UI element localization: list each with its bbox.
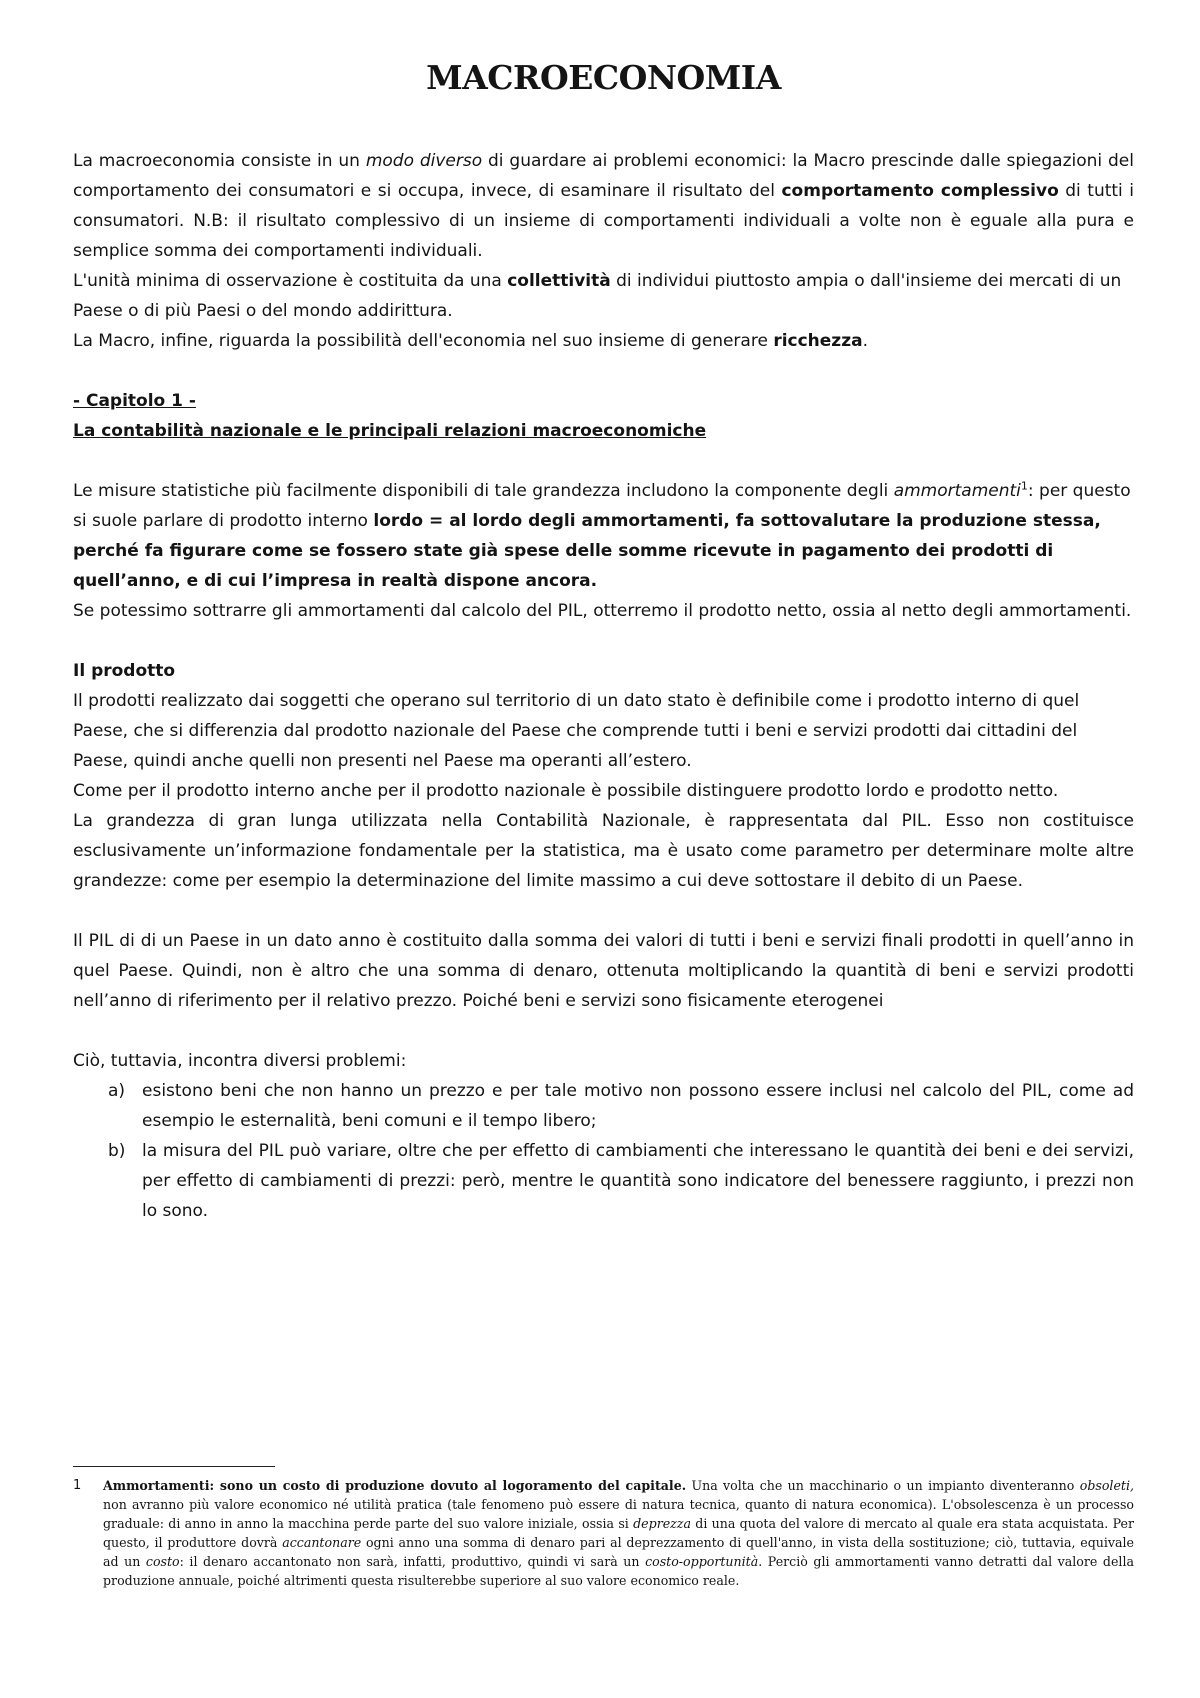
text-span: . [862, 331, 868, 351]
problemi-intro: Ciò, tuttavia, incontra diversi problemi: [73, 1051, 407, 1071]
spacer [73, 896, 1134, 926]
bold-term: lordo = al lordo degli ammortamenti, fa sottovalutare la produzione stessa, perché fa figurare come se fossero state già spese delle somme ricevute in pagamento dei prodotti di quell’anno, e di cui l’impresa in realtà dispone ancora. [73, 511, 1101, 591]
problemi-list [73, 1076, 1134, 1226]
prodotto-paragraph: Il prodotti realizzato dai soggetti che operano sul territorio di un dato stato è definibile come i prodotto interno di quel Paese, che si differenzia dal prodotto nazionale del Paese che comprende tutti i beni e servizi prodotti dai cittadini del Paese, quindi anche quelli non presenti nel Paese ma operanti all’estero. [73, 691, 1080, 771]
list-marker: b) [108, 1141, 126, 1161]
text-span: L'unità minima di osservazione è costituita da una [73, 271, 508, 291]
spacer [73, 1016, 1134, 1046]
prodotto-paragraph: Come per il prodotto interno anche per il prodotto nazionale è possibile distinguere prodotto lordo e prodotto netto. [73, 781, 1059, 801]
spacer [73, 446, 1134, 476]
list-marker: a) [108, 1081, 126, 1101]
text-span: : il denaro accantonato non sarà, infatti, produttivo, quindi vi sarà un [179, 1554, 646, 1569]
text-span: La Macro, infine, riguarda la possibilità dell'economia nel suo insieme di generare [73, 331, 774, 351]
text-span: non avranno più valore economico né utilità pratica (tale fenomeno può essere di natura tecnica, quanto di natura economica). L'obsolescenza è un processo graduale: di anno in anno la macchina perde parte del suo valore iniziale, ossia si [103, 1497, 1134, 1531]
chapter-title [73, 416, 1134, 446]
footnote-separator [73, 1466, 275, 1467]
section-heading [73, 656, 1134, 686]
list-item-text: la misura del PIL può variare, oltre che per effetto di cambiamenti che interessano le quantità dei beni e dei servizi, per effetto di cambiamenti di prezzi: però, mentre le quantità sono indicatore del benessere raggiunto, i prezzi non lo sono. [142, 1141, 1134, 1221]
intro-paragraph [73, 326, 1134, 356]
text-span: ogni anno una somma di denaro pari al deprezzamento di quell'anno, in vista della sostituzione; ciò, tuttavia, equivale ad un [103, 1535, 1134, 1569]
bold-term: collettività [507, 271, 611, 291]
italic-term: costo-opportunità [645, 1554, 759, 1569]
document-body [73, 146, 1134, 1226]
spacer [73, 626, 1134, 656]
text-span: La macroeconomia consiste in un [73, 151, 366, 171]
italic-term: deprezza [633, 1516, 691, 1531]
list-item [73, 1076, 1134, 1136]
text-span: di tutti i consumatori. N.B: il risultato complessivo di un insieme di comportamenti individuali a volte non è eguale alla pura e semplice somma dei comportamenti individuali. [73, 181, 1134, 261]
italic-term: costo [145, 1554, 180, 1569]
ammortamenti-paragraph [73, 476, 1134, 596]
bold-term: comportamento complessivo [781, 181, 1059, 201]
list-item [73, 1136, 1134, 1226]
intro-paragraph [73, 266, 1134, 326]
footnote-number: 1 [73, 1478, 82, 1493]
footnote-reference[interactable]: 1 [1020, 479, 1028, 493]
text-span: Una volta che un macchinario o un impianto diventeranno [686, 1478, 1080, 1493]
pil-paragraph: Il PIL di di un Paese in un dato anno è costituito dalla somma dei valori di tutti i beni e servizi finali prodotti in quell’anno in quel Paese. Quindi, non è altro che una somma di denaro, ottenuta moltiplicando la quantità di beni e servizi prodotti nell’anno di riferimento per il relativo prezzo. Poiché beni e servizi sono fisicamente eterogenei [73, 931, 1134, 1011]
text-span: : per questo si suole parlare di prodotto interno [73, 481, 1131, 531]
text-span: di individui piuttosto ampia o dall'insieme dei mercati di un Paese o di più Paesi o del mondo addirittura. [73, 271, 1122, 321]
italic-term: modo diverso [365, 151, 483, 171]
bold-term: Ammortamenti: sono un costo di produzione dovuto al logoramento del capitale. [103, 1478, 687, 1493]
italic-term: accantonare [282, 1535, 362, 1550]
prodotto-paragraph: La grandezza di gran lunga utilizzata nella Contabilità Nazionale, è rappresentata dal PIL. Esso non costituisce esclusivamente un’informazione fondamentale per la statistica, ma è usato come parametro per determinare molte altre grandezze: come per esempio la determinazione del limite massimo a cui deve sottostare il debito di un Paese. [73, 811, 1134, 891]
page-title: MACROECONOMIA [426, 58, 781, 97]
spacer [73, 356, 1134, 386]
text-span: Le misure statistiche più facilmente disponibili di tale grandezza includono la componente degli [73, 481, 894, 501]
text-span: . Perciò gli ammortamenti vanno detratti dal valore della produzione annuale, poiché altrimenti questa risulterebbe superiore al suo valore economico reale. [103, 1554, 1134, 1588]
text-span: di una quota del valore di mercato al quale era stata acquistata. Per questo, il produttore dovrà [103, 1516, 1134, 1550]
list-item-text: esistono beni che non hanno un prezzo e per tale motivo non possono essere inclusi nel calcolo del PIL, come ad esempio le esternalità, beni comuni e il tempo libero; [142, 1081, 1134, 1131]
intro-paragraph [73, 146, 1134, 266]
italic-term: obsoleti, [1079, 1478, 1134, 1493]
text-span: di guardare ai problemi economici: la Macro prescinde dalle spiegazioni del comportamento dei consumatori e si occupa, invece, di esaminare il risultato del [73, 151, 1134, 201]
chapter-label-text: - Capitolo 1 - [73, 391, 196, 411]
italic-term: ammortamenti [893, 481, 1021, 501]
ammortamenti-paragraph: Se potessimo sottrarre gli ammortamenti dal calcolo del PIL, otterremo il prodotto netto, ossia al netto degli ammortamenti. [73, 601, 1132, 621]
footnote [73, 1476, 1134, 1590]
footnote-text [103, 1476, 1134, 1590]
chapter-title-text: La contabilità nazionale e le principali relazioni macroeconomiche [73, 421, 707, 441]
chapter-label [73, 386, 1134, 416]
section-heading-text: Il prodotto [73, 661, 176, 681]
bold-term: ricchezza [773, 331, 863, 351]
